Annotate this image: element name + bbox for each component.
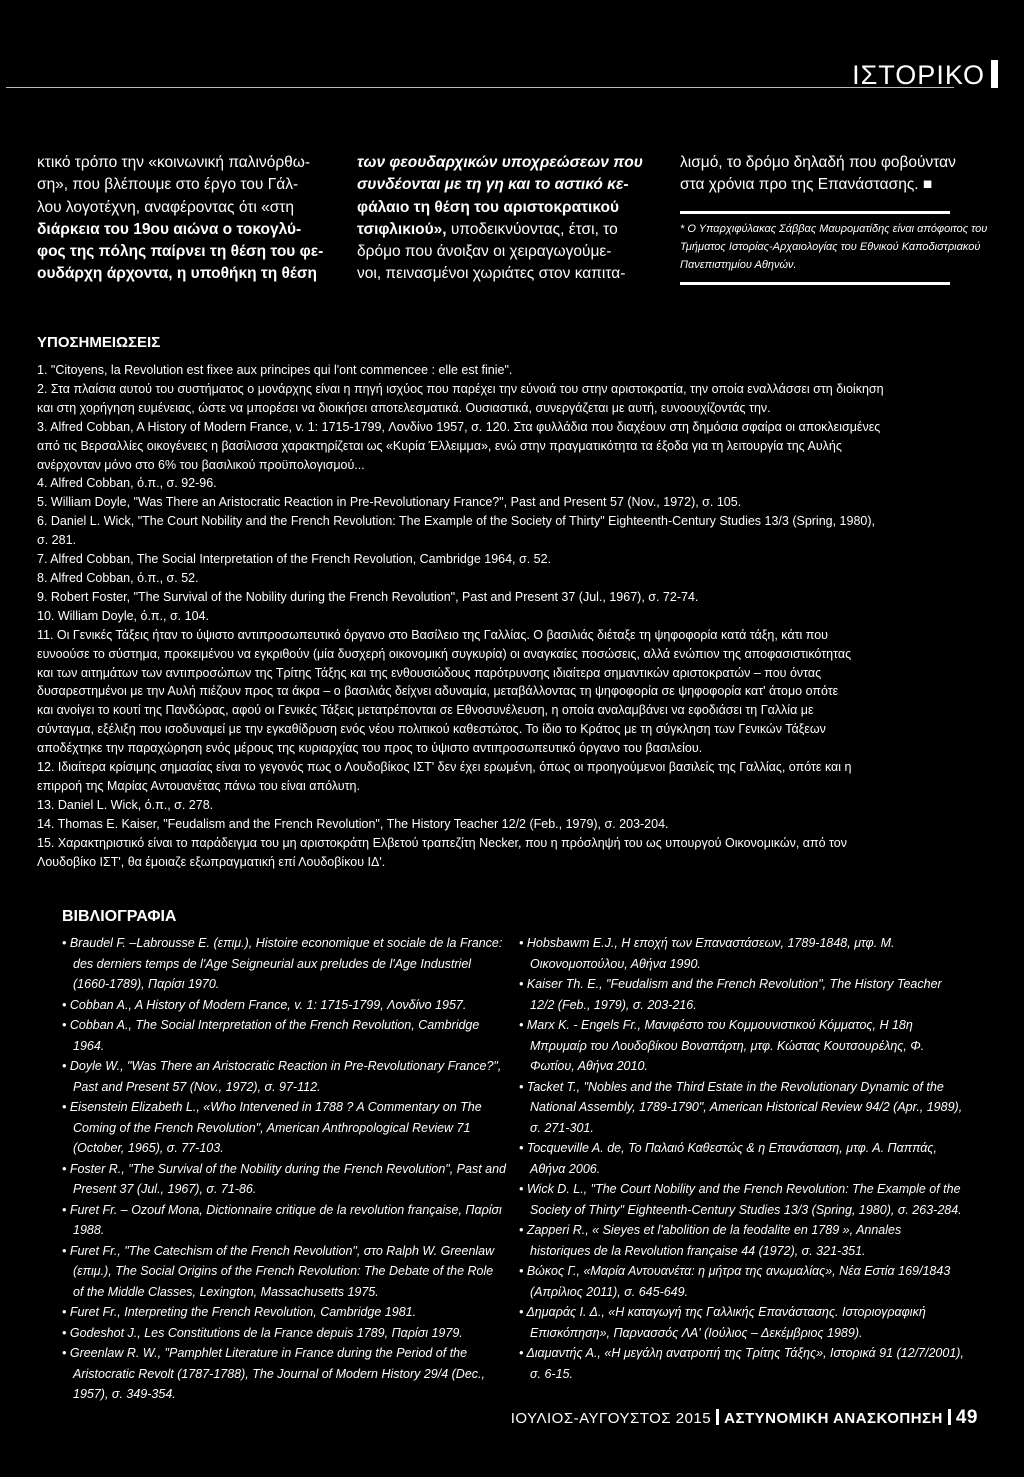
c1-line: λου λογοτέχνη, αναφέροντας ότι «στη (37, 198, 295, 216)
text-column-1 (37, 152, 342, 286)
footnote-line: 13. Daniel L. Wick, ό.π., σ. 278. (37, 797, 214, 812)
footnote-line: 4. Alfred Cobban, ό.π., σ. 92-96. (37, 476, 217, 491)
footnotes-title: ΥΠΟΣΗΜΕΙΩΣΕΙΣ (37, 334, 161, 351)
note-rule-top (680, 211, 950, 214)
footnote-line: 9. Robert Foster, "The Survival of the Nobility during the French Revolution", Past and Present 37 (Jul., 1967), σ. 72-74. (37, 589, 699, 604)
c3-line: λισμό, το δρόμο δηλαδή που φοβούνταν (680, 154, 956, 171)
footnote-line: από τις Βερσαλλίες οικογένειες η βασίλισσα χαρακτηρίζεται ως «Κυρία Έλλειμμα», ενώ στην πραγματικότητα τα έξοδα για τη λειτουργία της Αυλής (37, 438, 842, 453)
section-title: ΙΣΤΟΡΙΚΟ (852, 60, 998, 91)
magazine-title: ΑΣΤΥΝΟΜΙΚΗ ΑΝΑΣΚΟΠΗΣΗ (724, 1410, 943, 1427)
top-rule (6, 87, 954, 88)
bib-item: • Cobban A., A History of Modern France, v. 1: 1715-1799, Λονδίνο 1957. (62, 997, 467, 1012)
c2-mixed-line (357, 219, 670, 241)
c3-line: στα χρόνια προ της Επανάστασης. ■ (680, 176, 933, 194)
footnote-line: ευνοούσε το σύστημα, προκειμένου να εγκριθούν (μία δυσχερή οικονομική συγκυρία) οι αναγκαίες ποσώσεις, αλλά ενώπιον της αποφασιστικότητας (37, 646, 852, 661)
footnote-line: 8. Alfred Cobban, ό.π., σ. 52. (37, 570, 199, 585)
footnote-line: 1. "Citoyens, la Revolution est fixee aux principes qui l'ont commencee : elle est finie". (37, 363, 513, 377)
footnote-line: 7. Alfred Cobban, The Social Interpretation of the French Revolution, Cambridge 1964, σ. 52. (37, 552, 552, 567)
bib-item: • Cobban A., The Social Interpretation of the French Revolution, Cambridge 1964. (62, 1018, 480, 1053)
c1-line: κτικό τρόπο την «κοινωνική παλινόρθω- (37, 154, 311, 171)
footnote-line: και των αιτημάτων των αντιπροσώπων της Τρίτης Τάξης και της ενθουσιώδους παρότρυνσης ιδιαίτερα σημαντικών αριστοκρατών – που όντας (37, 665, 822, 680)
bib-item: • Kaiser Th. E., "Feudalism and the French Revolution", The History Teacher 12/2 (Feb., 1979), σ. 203-216. (519, 977, 942, 1012)
text-column-2 (357, 152, 670, 286)
c2-bold-line: των φεουδαρχικών υποχρεώσεων που (357, 154, 643, 171)
page-number: 49 (955, 1407, 978, 1428)
footnote-line: 12. Ιδιαίτερα κρίσιμης σημασίας είναι το γεγονός πως ο Λουδοβίκος ΙΣΤ' δεν έχει ερωμένη, όπως οι προηγούμενοι βασιλείς της Γαλλίας, οπότε και η (37, 760, 852, 775)
footnote-line: και στη χορήγηση ευμένειας, ώστε να μπορέσει να διοικήσει αποτελεσματικά. Ουσιαστικά, συνεργάζεται με αυτή, ευνοουχίζοντάς την. (37, 400, 771, 415)
text-column-3 (680, 152, 990, 285)
footnote-line: 14. Thomas E. Kaiser, "Feudalism and the French Revolution", The History Teacher 12/2 (Feb., 1979), σ. 203-204. (37, 816, 669, 831)
footnote-line: επιρροή της Μαρίας Αντουανέτας πάνω του είναι απόλυτη. (37, 778, 360, 793)
c1-bold-line: διάρκεια του 19ου αιώνα ο τοκογλύ- (37, 220, 302, 238)
bibliography-title: ΒΙΒΛΙΟΓΡΑΦΙΑ (62, 908, 177, 925)
note-rule-bottom (680, 282, 950, 285)
footnote-line: και ανοίγει το κουτί της Πανδώρας, αφού οι Γενικές Τάξεις μετατρέπονται σε Εθνοσυνέλευση, η οποία αναλαμβάνει να εφοδιάσει τη Γαλλία με (37, 703, 814, 718)
author-note: * Ο Υπαρχιφύλακας Σάββας Μαυροματίδης είναι απόφοιτος του Τμήματος Ιστορίας-Αρχαιολογίας του Εθνικού Καποδιστριακού Πανεπιστημίου Αθηνών. (680, 222, 988, 271)
footnote-line: 11. Οι Γενικές Τάξεις ήταν το ύψιστο αντιπροσωπευτικό όργανο στο Βασίλειο της Γαλλίας. Ο βασιλιάς διέταξε τη ψηφοφορία κατά τάξη, κάτι που (37, 627, 829, 642)
bib-item: • Zapperi R., « Sieyes et l'abolition de la feodalite en 1789 », Annales historiques de la Revolution française 44 (1972), σ. 321-351. (519, 1223, 902, 1258)
c2-bold-line: συνδέονται με τη γη και το αστικό κε- (357, 176, 629, 194)
c2-bold-fragment: τσιφλικιού», (357, 220, 447, 238)
c2-bold-line: φάλαιο τη θέση του αριστοκρατικού (357, 198, 619, 216)
footnote-line: 5. William Doyle, "Was There an Aristocratic Reaction in Pre-Revolutionary France?", Past and Present 57 (Nov., 1972), σ. 105. (37, 495, 742, 510)
footnote-line: Λουδοβίκο ΙΣΤ', θα έμοιαζε εξωπραγματική επί Λουδοβίκου ΙΔ'. (37, 854, 386, 869)
bib-item: • Doyle W., "Was There an Aristocratic Reaction in Pre-Revolutionary France?", Past and Present 57 (Nov., 1972), σ. 97-112. (62, 1059, 502, 1094)
bib-item: • Hobsbawm E.J., Η εποχή των Επαναστάσεων, 1789-1848, μτφ. Μ. Οικονομοπούλου, Αθήνα 1990. (519, 936, 895, 971)
bib-item: • Furet Fr., Interpreting the French Revolution, Cambridge 1981. (62, 1305, 417, 1319)
bib-item: • Foster R., "The Survival of the Nobility during the French Revolution", Past and Present 37 (Jul., 1967), σ. 71-86. (62, 1161, 507, 1196)
c2-line: νοι, πεινασμένοι χωριάτες στον καπιτα- (357, 265, 626, 283)
bib-item: • Διαμαντής Α., «Η μεγάλη ανατροπή της Τρίτης Τάξης», Ιστορικά 91 (12/7/2001), σ. 6-15. (519, 1346, 964, 1381)
footnote-line: 15. Χαρακτηριστικό είναι το παράδειγμα του μη αριστοκράτη Ελβετού τραπεζίτη Necker, που η πρόσληψή του ως υπουργού Οικονομικών, από τον (37, 835, 848, 850)
footnotes-list (37, 361, 987, 871)
bib-item: • Braudel F. –Labrousse E. (επιμ.), Histoire economique et sociale de la France: des derniers temps de l'Age Seigneurial aux preludes de l'Age Industriel (1660-1789), Παρίσι 1970. (62, 936, 503, 991)
bib-item: • Βώκος Γ., «Μαρία Αντουανέτα: η μήτρα της ανωμαλίας», Νέα Εστία 169/1843 (Απρίλιος 2011), σ. 645-649. (519, 1264, 951, 1299)
bib-item: • Tocqueville A. de, Το Παλαιό Καθεστώς & η Επανάσταση, μτφ. Α. Παππάς, Αθήνα 2006. (519, 1141, 937, 1176)
c1-line: ση», που βλέπουμε στο έργο του Γάλ- (37, 176, 299, 194)
c1-bold-line: ουδάρχη άρχοντα, η υποθήκη τη θέση (37, 265, 317, 283)
bibliography-left (62, 933, 507, 1405)
footnote-line: σ. 281. (37, 533, 76, 548)
footer-divider (948, 1409, 951, 1425)
bib-item: • Greenlaw R. W., "Pamphlet Literature in France during the Period of the Aristocratic Revolt (1787-1788), The Journal of Modern History 29/4 (Dec., 1957), σ. 349-354. (62, 1346, 485, 1401)
footnote-line: 2. Στα πλαίσια αυτού του συστήματος ο μονάρχης είναι η πηγή ισχύος που παρέχει την εύνοιά του στην αριστοκρατία, την οποία εναλλάσσει στη διοίκηση (37, 381, 884, 396)
bib-item: • Δημαράς Ι. Δ., «Η καταγωγή της Γαλλικής Επανάστασης. Ιστοριογραφική Επισκόπηση», Παρνασσός ΛΑ' (Ιούλιος – Δεκέμβριος 1989). (519, 1305, 926, 1340)
bib-item: • Eisenstein Elizabeth L., «Who Intervened in 1788 ? A Commentary on The Coming of the French Revolution", American Anthropological Review 71 (October, 1965), σ. 77-103. (62, 1100, 482, 1155)
bib-item: • Marx K. - Engels Fr., Μανιφέστο του Κομμουνιστικού Κόμματος, Η 18η Μπρυμαίρ του Λουδοβίκου Βοναπάρτη, μτφ. Κώστας Κουτσουρέλης, Φ. Φωτίου, Αθήνα 2010. (519, 1018, 925, 1073)
c1-bold-line: φος της πόλης παίρνει τη θέση του φε- (37, 243, 324, 261)
footer-divider (716, 1409, 719, 1425)
bib-item: • Furet Fr., "The Catechism of the French Revolution", στο Ralph W. Greenlaw (επιμ.), The Social Origins of the French Revolution: The Debate of the Role of the Middle Classes, Lexington, Massachusetts 1975. (62, 1243, 495, 1299)
bibliography-right (519, 933, 964, 1384)
footnote-line: σύνταγμα, εξέλιξη που ισοδυναμεί με την εγκαθίδρυση ενός νέου πολιτικού καθεστώτος. Το ίδιο το Κράτος με τη σύγκληση των Γενικών Τάξεων (37, 722, 826, 737)
footnote-line: 10. William Doyle, ό.π., σ. 104. (37, 608, 209, 623)
footnote-line: 6. Daniel L. Wick, "The Court Nobility and the French Revolution: The Example of the Society of Thirty" Eighteenth-Century Studies 13/3 (Spring, 1980), (37, 514, 876, 529)
footnote-line: 3. Alfred Cobban, A History of Modern France, v. 1: 1715-1799, Λονδίνο 1957, σ. 120. Στα φυλλάδια που διαχέουν στη δημόσια σφαίρα οι αποκλεισμένες (37, 419, 881, 434)
bib-item: • Wick D. L., "The Court Nobility and the French Revolution: The Example of the Society of Thirty" Eighteenth-Century Studies 13/3 (Spring, 1980), σ. 263-284. (519, 1182, 962, 1217)
footnote-line: δυσαρεστημένοι με την Αυλή πιέζουν προς τα άκρα – ο βασιλιάς δείχνει αδυναμία, μεταβάλλοντας τη ψηφοφορία σε ψηφοφορία κατ' άτομο οπότε (37, 684, 839, 699)
bib-item: • Godeshot J., Les Constitutions de la France depuis 1789, Παρίσι 1979. (62, 1325, 463, 1340)
footnote-line: αποδέχτηκε την παραχώρηση ενός μέρους της κυριαρχίας του προς το ύψιστο αντιπροσωπευτικό όργανο του βασιλείου. (37, 741, 703, 756)
footnote-line: ανέρχονταν μόνο στο 6% του βασιλικού προϋπολογισμού... (37, 457, 365, 472)
issue-date: ΙΟΥΛΙΟΣ-ΑΥΓΟΥΣΤΟΣ 2015 (510, 1410, 712, 1427)
c2-line: δρόμο που άνοιξαν οι χειραγωγούμε- (357, 243, 612, 261)
bib-item: • Tacket T., "Nobles and the Third Estate in the Revolutionary Dynamic of the National Assembly, 1789-1790", American Historical Review 94/2 (Apr., 1989), σ. 271-301. (519, 1079, 963, 1135)
c2-fragment: υποδεικνύοντας, έτσι, το (446, 220, 618, 238)
page-footer (511, 1407, 978, 1429)
bib-item: • Furet Fr. – Ozouf Mona, Dictionnaire critique de la revolution française, Παρίσι 1988. (62, 1202, 502, 1237)
title-bar (991, 60, 998, 88)
